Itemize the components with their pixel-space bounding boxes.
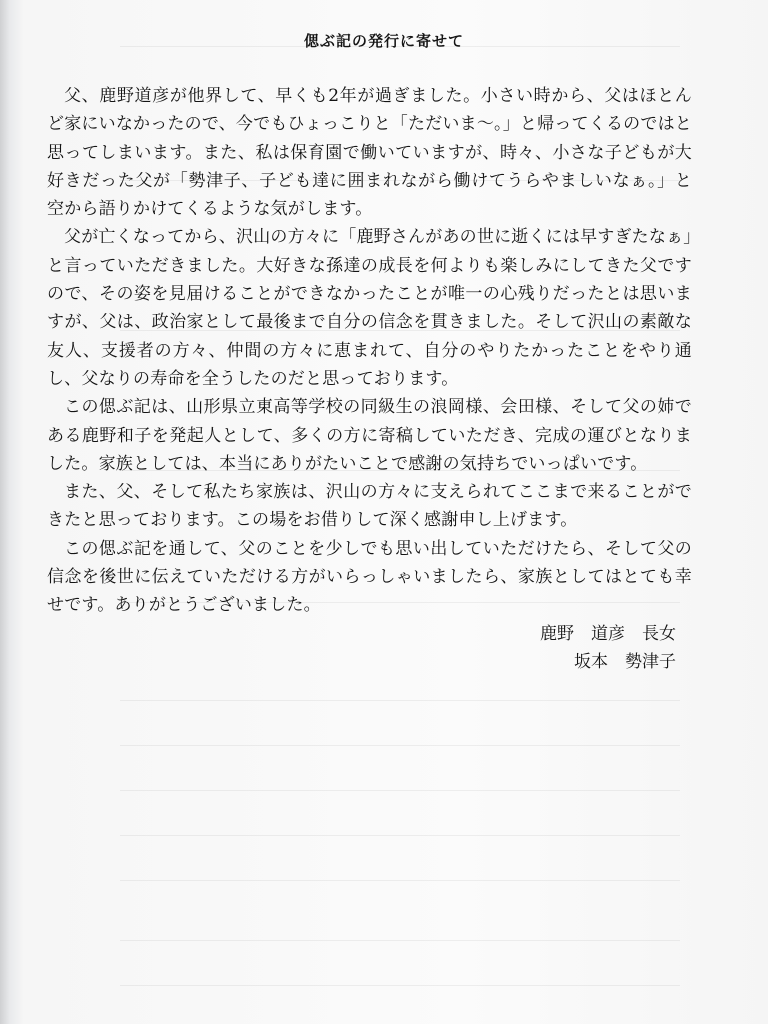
signature-name: 坂本 勢津子 [574,652,676,672]
body-text [47,82,692,620]
paragraph-2: 父が亡くなってから、沢山の方々に「鹿野さんがあの世に逝くには早すぎたなぁ」と言っていただきました。大好きな孫達の成長を何よりも楽しみにしてきた父ですので、その姿を見届けることができなかったことが唯一の心残りだったとは思いますが、父は、政治家として最後まで自分の信念を貫きました。そして沢山の素敵な友人、支援者の方々、仲間の方々に恵まれて、自分のやりたかったことをやり通し、父なりの寿命を全うしたのだと思っております。 [47,227,692,389]
paragraph-5: この偲ぶ記を通して、父のことを少しでも思い出していただけたら、そして父の信念を後世に伝えていただける方がいらっしゃいましたら、家族としてはとても幸せです。ありがとうございました。 [47,538,692,616]
signature-relation: 鹿野 道彦 長女 [540,624,676,644]
paragraph-4: また、父、そして私たち家族は、沢山の方々に支えられてここまで来ることができたと思っております。この場をお借りして深く感謝申し上げます。 [47,482,692,531]
paragraph-3: この偲ぶ記は、山形県立東高等学校の同級生の浪岡様、会田様、そして父の姉である鹿野和子を発起人として、多くの方に寄稿していただき、完成の運びとなりました。家族としては、本当にありがたいことで感謝の気持ちでいっぱいです。 [47,397,692,474]
paragraph-1: 父、鹿野道彦が他界して、早くも2年が過ぎました。小さい時から、父はほとんど家にいなかったので、今でもひょっこりと「ただいま〜。」と帰ってくるのではと思ってしまいます。また、私は保育園で働いていますが、時々、小さな子どもが大好きだった父が「勢津子、子ども達に囲まれながら働けてうらやましいなぁ。」と空から語りかけてくるような気がします。 [47,86,692,220]
signature [540,620,676,676]
document-title: 偲ぶ記の発行に寄せて [303,32,464,50]
